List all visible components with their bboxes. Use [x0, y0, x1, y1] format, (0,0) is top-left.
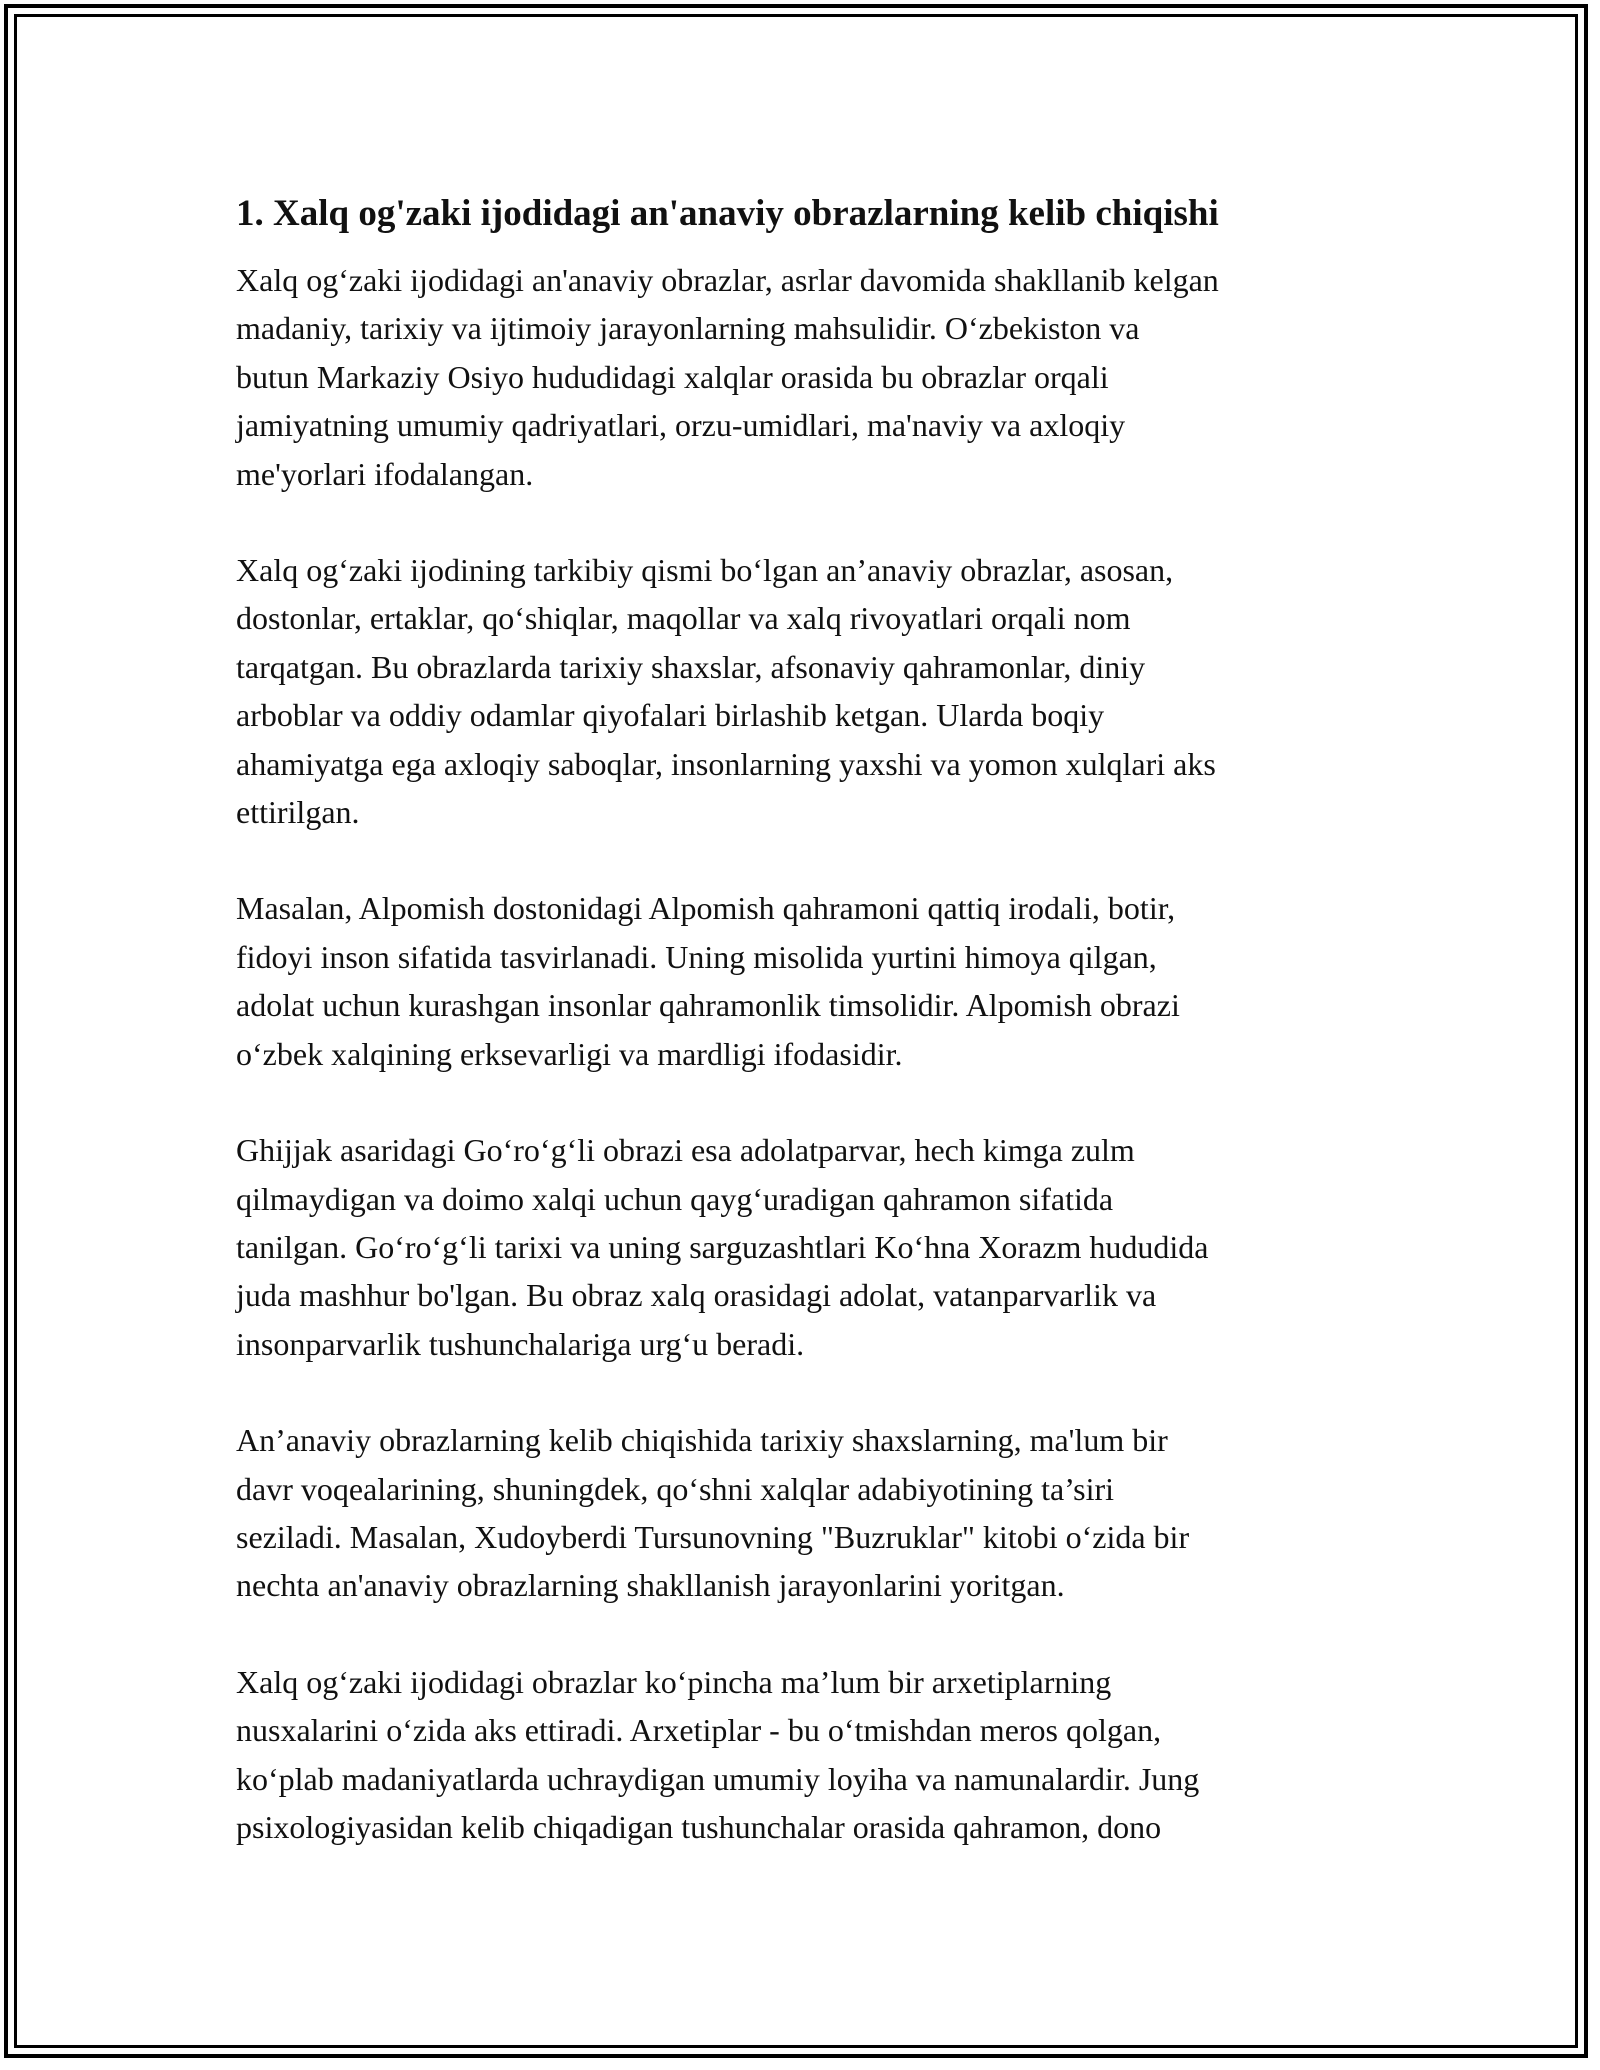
text-line: Xalq og‘zaki ijodidagi obrazlar ko‘pincha ma’lum bir arxetiplarning: [236, 1663, 1112, 1700]
text-line: me'yorlari ifodalangan.: [236, 455, 534, 492]
text-line: tanilgan. Go‘ro‘g‘li tarixi va uning sarguzashtlari Ko‘hna Xorazm hududida: [236, 1228, 1209, 1265]
paragraph-1: [236, 256, 1406, 498]
text-line: Xalq og‘zaki ijodidagi an'anaviy obrazlar, asrlar davomida shakllanib kelgan: [236, 262, 1219, 298]
text-line: tarqatgan. Bu obrazlarda tarixiy shaxslar, afsonaviy qahramonlar, diniy: [236, 648, 1146, 685]
text-line: o‘zbek xalqining erksevarligi va mardligi ifodasidir.: [236, 1035, 903, 1072]
text-line: juda mashhur bo'lgan. Bu obraz xalq orasidagi adolat, vatanparvarlik va: [236, 1277, 1157, 1314]
text-line: ko‘plab madaniyatlarda uchraydigan umumiy loyiha va namunalardir. Jung: [236, 1760, 1200, 1797]
text-line: madaniy, tarixiy va ijtimoiy jarayonlarning mahsulidir. O‘zbekiston va: [236, 310, 1140, 347]
paragraph-5: [236, 1416, 1406, 1610]
paragraph-3: [236, 884, 1406, 1078]
text-line: butun Markaziy Osiyo hududidagi xalqlar orasida bu obrazlar orqali: [236, 358, 1109, 395]
text-line: davr voqealarining, shuningdek, qo‘shni xalqlar adabiyotining ta’siri: [236, 1470, 1115, 1507]
text-line: adolat uchun kurashgan insonlar qahramonlik timsolidir. Alpomish obrazi: [236, 987, 1180, 1024]
text-line: insonparvarlik tushunchalariga urg‘u beradi.: [236, 1325, 805, 1362]
section-heading: 1. Xalq og'zaki ijodidagi an'anaviy obrazlarning kelib chiqishi: [236, 193, 1219, 234]
text-line: qilmaydigan va doimo xalqi uchun qayg‘uradigan qahramon sifatida: [236, 1180, 1114, 1217]
text-line: Ghijjak asaridagi Go‘ro‘g‘li obrazi esa adolatparvar, hech kimga zulm: [236, 1132, 1135, 1169]
text-line: Xalq og‘zaki ijodining tarkibiy qismi bo‘lgan an’anaviy obrazlar, asosan,: [236, 552, 1174, 589]
paragraph-4: [236, 1126, 1406, 1368]
text-line: nusxalarini o‘zida aks ettiradi. Arxetiplar - bu o‘tmishdan meros qolgan,: [236, 1712, 1162, 1749]
text-line: An’anaviy obrazlarning kelib chiqishida tarixiy shaxslarning, ma'lum bir: [236, 1422, 1168, 1459]
text-line: dostonlar, ertaklar, qo‘shiqlar, maqollar va xalq rivoyatlari orqali nom: [236, 600, 1131, 637]
text-line: seziladi. Masalan, Xudoyberdi Tursunovning "Buzruklar" kitobi o‘zida bir: [236, 1518, 1190, 1555]
text-line: psixologiyasidan kelib chiqadigan tushunchalar orasida qahramon, dono: [236, 1808, 1162, 1845]
paragraph-6: [236, 1658, 1406, 1852]
document-body: [236, 186, 1406, 1899]
text-line: ettirilgan.: [236, 794, 360, 831]
text-line: arboblar va oddiy odamlar qiyofalari birlashib ketgan. Ularda boqiy: [236, 697, 1105, 734]
text-line: jamiyatning umumiy qadriyatlari, orzu-umidlari, ma'naviy va axloqiy: [236, 407, 1126, 444]
text-line: fidoyi inson sifatida tasvirlanadi. Uning misolida yurtini himoya qilgan,: [236, 938, 1157, 975]
text-line: ahamiyatga ega axloqiy saboqlar, insonlarning yaxshi va yomon xulqlari aks: [236, 745, 1216, 782]
text-line: Masalan, Alpomish dostonidagi Alpomish qahramoni qattiq irodali, botir,: [236, 890, 1176, 927]
text-line: nechta an'anaviy obrazlarning shakllanish jarayonlarini yoritgan.: [236, 1567, 1065, 1604]
paragraph-2: [236, 546, 1406, 836]
